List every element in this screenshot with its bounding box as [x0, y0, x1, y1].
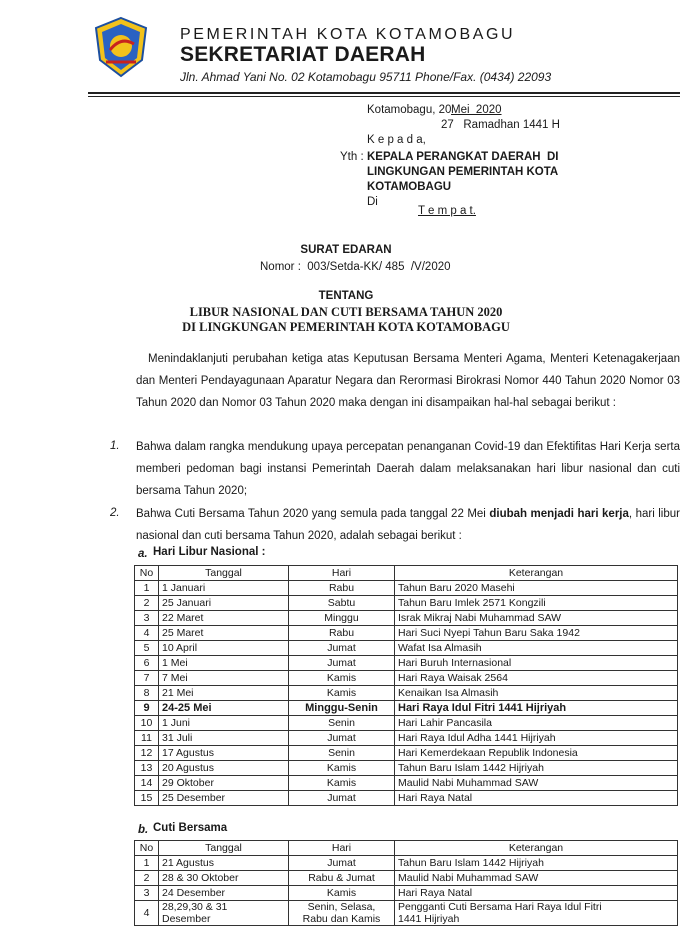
date-place: Kotamobagu, 20 — [367, 104, 452, 116]
table-row — [135, 776, 678, 791]
cell-hari: Kamis — [289, 671, 395, 686]
cell-no: 11 — [135, 731, 159, 746]
recipient-line3: KOTAMOBAGU — [367, 181, 452, 193]
cell-tanggal: 1 Mei — [159, 656, 289, 671]
table-row — [135, 611, 678, 626]
table-row — [135, 886, 678, 901]
cell-hari: Jumat — [289, 856, 395, 871]
header-tanggal: Tanggal — [159, 566, 289, 581]
table-row — [135, 856, 678, 871]
cell-hari: Kamis — [289, 686, 395, 701]
cell-no: 9 — [135, 701, 159, 716]
table-row — [135, 686, 678, 701]
recipient-di: Di — [367, 196, 378, 208]
sub-b-letter: b. — [138, 824, 149, 836]
item-1-text: Bahwa dalam rangka mendukung upaya percepatan penanganan Covid-19 dan Efektifitas Hari Kerja serta memberi pedoman bagi instansi Pemerintah Daerah dalam melaksanakan hari libur nasional dan cuti bersama Tahun 2020; — [136, 441, 680, 497]
cell-hari: Rabu — [289, 581, 395, 596]
item-2-number: 2. — [110, 507, 120, 519]
recipient-yth: Yth : — [340, 151, 364, 163]
table-row — [135, 761, 678, 776]
cell-keterangan: Hari Raya Idul Adha 1441 Hijriyah — [395, 731, 678, 746]
cell-tanggal-line2: Desember — [162, 913, 211, 925]
cell-hari: Senin — [289, 746, 395, 761]
cell-tanggal: 21 Agustus — [159, 856, 289, 871]
recipient-tempat: T e m p a t. — [418, 205, 476, 217]
header-no: No — [135, 566, 159, 581]
letter-title: SURAT EDARAN — [300, 244, 392, 256]
cell-no: 8 — [135, 686, 159, 701]
cell-hari: Rabu & Jumat — [289, 871, 395, 886]
table-row — [135, 716, 678, 731]
cell-no: 3 — [135, 611, 159, 626]
cell-tanggal: 22 Maret — [159, 611, 289, 626]
cell-keterangan: Hari Suci Nyepi Tahun Baru Saka 1942 — [395, 626, 678, 641]
header-hari: Hari — [289, 841, 395, 856]
cell-keterangan: Hari Raya Idul Fitri 1441 Hijriyah — [395, 701, 678, 716]
cell-tanggal: 10 April — [159, 641, 289, 656]
city-emblem-icon — [92, 16, 150, 78]
header-hari: Hari — [289, 566, 395, 581]
item-2-text: Bahwa Cuti Bersama Tahun 2020 yang semula pada tanggal 22 Mei diubah menjadi hari kerja, hari libur nasional dan cuti bersama Tahun 2020, adalah sebagai berikut : — [136, 508, 680, 542]
cell-keterangan: Hari Buruh Internasional — [395, 656, 678, 671]
intro-paragraph: Menindaklanjuti perubahan ketiga atas Keputusan Bersama Menteri Agama, Menteri Ketenagakerjaan dan Menteri Pendayagunaan Aparatur Negara dan Rerormasi Birokrasi Nomor 440 Tahun 2020 Nomor 03 Tahun 2020 dan Nomor 03 Tahun 2020 maka dengan ini disampaikan hal-hal sebagai berikut : — [136, 353, 680, 409]
cell-no: 3 — [135, 886, 159, 901]
cell-no: 7 — [135, 671, 159, 686]
table-row — [135, 901, 678, 926]
cell-hari: Jumat — [289, 656, 395, 671]
cell-hari: Minggu-Senin — [289, 701, 395, 716]
table-row — [135, 671, 678, 686]
table-header-row — [135, 566, 678, 581]
cell-keterangan: Maulid Nabi Muhammad SAW — [395, 776, 678, 791]
cell-keterangan-line1: Pengganti Cuti Bersama Hari Raya Idul Fitri — [398, 901, 602, 913]
cell-no: 4 — [135, 901, 159, 926]
letter-about: TENTANG — [318, 290, 374, 302]
header-keterangan: Keterangan — [395, 841, 678, 856]
cell-tanggal-line1: 28,29,30 & 31 — [162, 901, 228, 913]
cell-no: 13 — [135, 761, 159, 776]
cell-keterangan: Hari Lahir Pancasila — [395, 716, 678, 731]
cell-no: 4 — [135, 626, 159, 641]
holiday-table — [134, 565, 678, 806]
cell-hari: Kamis — [289, 886, 395, 901]
recipient-line1: KEPALA PERANGKAT DAERAH DI — [367, 151, 559, 163]
cell-no: 10 — [135, 716, 159, 731]
table-row — [135, 641, 678, 656]
cell-hari: Jumat — [289, 641, 395, 656]
cell-tanggal: 7 Mei — [159, 671, 289, 686]
cell-keterangan: Tahun Baru Imlek 2571 Kongzili — [395, 596, 678, 611]
cell-keterangan: Tahun Baru Islam 1442 Hijriyah — [395, 761, 678, 776]
cell-no: 6 — [135, 656, 159, 671]
letterhead-government: PEMERINTAH KOTA KOTAMOBAGU — [180, 26, 516, 43]
letterhead-address: Jln. Ahmad Yani No. 02 Kotamobagu 95711 Phone/Fax. (0434) 22093 — [180, 70, 552, 84]
cell-no: 2 — [135, 871, 159, 886]
cell-keterangan-line2: 1441 Hijriyah — [398, 913, 460, 925]
recipient-line2: LINGKUNGAN PEMERINTAH KOTA — [367, 166, 559, 178]
cell-tanggal: 24-25 Mei — [159, 701, 289, 716]
cell-keterangan: Kenaikan Isa Almasih — [395, 686, 678, 701]
cell-tanggal: 20 Agustus — [159, 761, 289, 776]
letter-subject-2: DI LINGKUNGAN PEMERINTAH KOTA KOTAMOBAGU — [182, 320, 510, 334]
table-row-highlight — [135, 701, 678, 716]
cell-keterangan: Hari Raya Natal — [395, 791, 678, 806]
cell-no: 2 — [135, 596, 159, 611]
cell-no: 1 — [135, 581, 159, 596]
header-tanggal: Tanggal — [159, 841, 289, 856]
cell-no: 5 — [135, 641, 159, 656]
cell-no: 1 — [135, 856, 159, 871]
cell-keterangan: Tahun Baru 2020 Masehi — [395, 581, 678, 596]
cell-tanggal: 28 & 30 Oktober — [159, 871, 289, 886]
cell-hari-line1: Senin, Selasa, — [307, 901, 376, 913]
header-no: No — [135, 841, 159, 856]
date-month-year: Mei 2020 — [451, 104, 502, 116]
cell-tanggal: 25 Maret — [159, 626, 289, 641]
cell-keterangan: Israk Mikraj Nabi Muhammad SAW — [395, 611, 678, 626]
sub-b-heading: Cuti Bersama — [153, 822, 228, 834]
letter-subject-1: LIBUR NASIONAL DAN CUTI BERSAMA TAHUN 2020 — [189, 305, 503, 319]
cell-keterangan: Hari Raya Waisak 2564 — [395, 671, 678, 686]
sub-a-heading: Hari Libur Nasional : — [153, 546, 266, 558]
cell-tanggal — [159, 901, 289, 926]
cell-hari: Jumat — [289, 731, 395, 746]
table-row — [135, 626, 678, 641]
cell-hari: Kamis — [289, 761, 395, 776]
cell-hari: Rabu — [289, 626, 395, 641]
letterhead-office: SEKRETARIAT DAERAH — [180, 43, 426, 66]
table-row — [135, 871, 678, 886]
cell-tanggal: 1 Januari — [159, 581, 289, 596]
cell-no: 12 — [135, 746, 159, 761]
cell-tanggal: 25 Januari — [159, 596, 289, 611]
cell-tanggal: 1 Juni — [159, 716, 289, 731]
cell-hari: Kamis — [289, 776, 395, 791]
cell-hari: Sabtu — [289, 596, 395, 611]
table-row — [135, 581, 678, 596]
cell-no: 14 — [135, 776, 159, 791]
item-1-number: 1. — [110, 440, 120, 452]
joint-leave-table — [134, 840, 678, 926]
table-row — [135, 746, 678, 761]
cell-keterangan: Wafat Isa Almasih — [395, 641, 678, 656]
table-row — [135, 791, 678, 806]
sub-a-letter: a. — [138, 548, 148, 560]
cell-hari: Minggu — [289, 611, 395, 626]
cell-tanggal: 25 Desember — [159, 791, 289, 806]
letter-number: Nomor : 003/Setda-KK/ 485 /V/2020 — [260, 261, 451, 273]
table-row — [135, 596, 678, 611]
date-hijri: 27 Ramadhan 1441 H — [441, 119, 560, 131]
cell-tanggal: 29 Oktober — [159, 776, 289, 791]
recipient-kepada: K e p a d a, — [367, 134, 426, 146]
cell-keterangan: Tahun Baru Islam 1442 Hijriyah — [395, 856, 678, 871]
table-row — [135, 731, 678, 746]
letterhead-rule-thin — [88, 96, 680, 97]
cell-hari: Senin — [289, 716, 395, 731]
letterhead-rule — [88, 92, 680, 94]
cell-tanggal: 24 Desember — [159, 886, 289, 901]
cell-hari-line2: Rabu dan Kamis — [302, 913, 381, 925]
cell-keterangan — [395, 901, 678, 926]
cell-keterangan: Maulid Nabi Muhammad SAW — [395, 871, 678, 886]
table-header-row — [135, 841, 678, 856]
cell-tanggal: 17 Agustus — [159, 746, 289, 761]
cell-keterangan: Hari Raya Natal — [395, 886, 678, 901]
cell-hari: Jumat — [289, 791, 395, 806]
cell-keterangan: Hari Kemerdekaan Republik Indonesia — [395, 746, 678, 761]
cell-tanggal: 31 Juli — [159, 731, 289, 746]
table-row — [135, 656, 678, 671]
cell-no: 15 — [135, 791, 159, 806]
cell-hari — [289, 901, 395, 926]
header-keterangan: Keterangan — [395, 566, 678, 581]
cell-tanggal: 21 Mei — [159, 686, 289, 701]
